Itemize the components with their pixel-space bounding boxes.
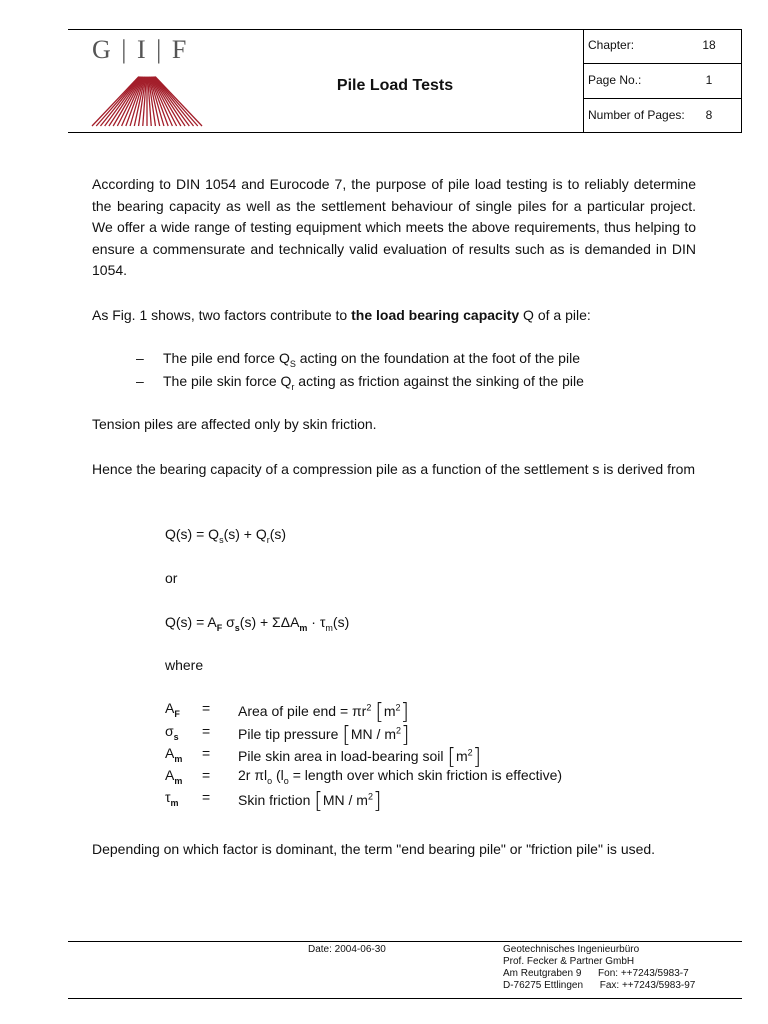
tension-piles-note: Tension piles are affected only by skin friction. (92, 416, 377, 432)
intro-paragraph: According to DIN 1054 and Eurocode 7, the purpose of pile load testing is to reliably determine the bearing capacity as well as the settlement behaviour of single piles for a particular project. We offer a wide range of testing equipment which meets the above requirements, thus helping to ensure a commensurate and technically valid evaluation of results such as is demanded in DIN 1054. (92, 176, 696, 278)
bullet-end-force: The pile end force $Q_S$ acting on the foundation at the foot of the pile (163, 350, 580, 369)
number-of-pages-label: Number of Pages: (588, 108, 685, 122)
logo-stroke (151, 77, 176, 126)
bearing-capacity-paragraph: Hence the bearing capacity of a compression pile as a function of the settlement s is derived from (92, 461, 696, 477)
def-equals: = (202, 767, 211, 783)
factors-intro: As Fig. 1 shows, two factors contribute to the load bearing capacity Q of a pile: (92, 307, 591, 323)
chapter-label: Chapter: (588, 38, 635, 52)
def-skin-area-formula: 2r $\pi l_o$ ($l_o$ = length over which skin friction is effective) (238, 767, 563, 786)
footer-street-phone: Am Reutgraben 9 Fon: ++7243/5983-7 (503, 968, 689, 979)
footer-top-rule (68, 941, 742, 942)
page-no-value: 1 (705, 73, 713, 87)
footer-bottom-rule (68, 998, 742, 999)
chapter-value: 18 (702, 38, 716, 52)
bullet-skin-force: The pile skin force $Q_r$ acting as friction against the sinking of the pile (163, 373, 584, 392)
where-label: where (165, 657, 204, 673)
logo-stroke (154, 77, 194, 126)
logo-stroke (100, 77, 140, 126)
equation-2: $Q(s) = A_F$ $\sigma_s(s) + \Sigma\Delta A_m \cdot \tau_m(s)$ (165, 614, 350, 633)
header-meta-divider (583, 29, 584, 133)
def-symbol: $A_m$ (165, 745, 183, 764)
or-label: or (165, 570, 178, 586)
conclusion-paragraph: Depending on which factor is dominant, the term "end bearing pile" or "friction pile" is used. (92, 841, 656, 857)
def-symbol: $\tau_m$ (165, 789, 179, 808)
def-symbol: $A_m$ (165, 767, 183, 786)
header-bottom-rule (68, 132, 742, 133)
def-equals: = (202, 745, 211, 761)
company-logo-graphic (90, 66, 204, 128)
header-right-border (741, 29, 742, 133)
def-skin-friction: Skin friction $[MN / m^2]$ (238, 789, 382, 814)
header-top-rule (68, 29, 742, 30)
footer-city-fax: D-76275 Ettlingen Fax: ++7243/5983-97 (503, 980, 696, 991)
page-no-label: Page No.: (588, 73, 642, 87)
footer-company-name: Prof. Fecker & Partner GmbH (503, 956, 635, 967)
def-area-pile-end: Area of pile end = $\pi r^2$ $[m^2]$ (238, 700, 410, 725)
def-pile-tip-pressure: Pile tip pressure $[MN / m^2]$ (238, 723, 410, 748)
footer-company: Geotechnisches Ingenieurbüro (503, 944, 640, 955)
bullet-dash: – (136, 373, 144, 389)
def-pile-skin-area: Pile skin area in load-bearing soil $[m^2]$ (238, 745, 482, 770)
company-logo-text: G | I | F (92, 35, 189, 64)
logo-stroke (117, 77, 142, 126)
header-meta-separator (583, 98, 742, 99)
header-meta-separator (583, 63, 742, 64)
bullet-dash: – (136, 350, 144, 366)
document-title: Pile Load Tests (336, 77, 454, 94)
number-of-pages-value: 8 (705, 108, 713, 122)
def-equals: = (202, 789, 211, 805)
equation-1: $Q(s) = Q_s(s) + Q_r(s)$ (165, 526, 287, 545)
def-equals: = (202, 723, 211, 739)
def-equals: = (202, 700, 211, 716)
footer-date: Date: 2004-06-30 (308, 944, 386, 955)
def-symbol: $A_F$ (165, 700, 180, 719)
def-symbol: $\sigma_s$ (165, 723, 179, 742)
